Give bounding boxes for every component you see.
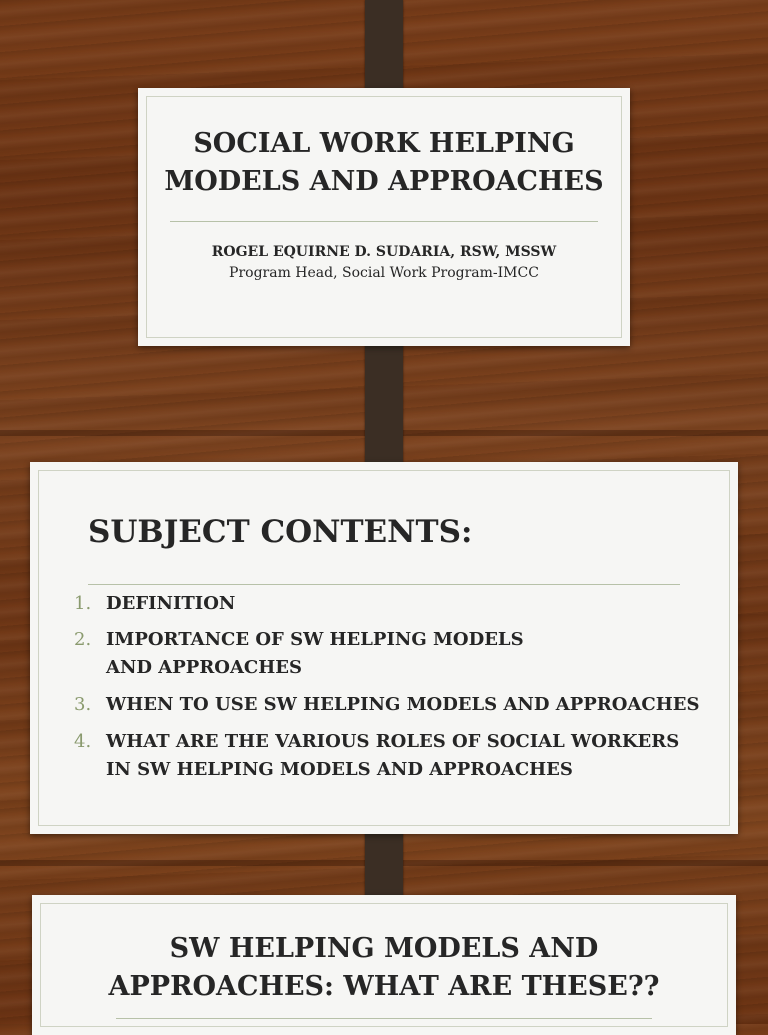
list-number: 1. <box>74 593 92 614</box>
list-text: IMPORTANCE OF SW HELPING MODELS AND APPROACHES <box>106 629 524 678</box>
slide-title-line1: SOCIAL WORK HELPING <box>193 128 575 159</box>
list-number: 4. <box>74 731 92 752</box>
slide-title-line1: SW HELPING MODELS AND <box>169 933 599 964</box>
list-text: WHEN TO USE SW HELPING MODELS AND APPROACHES <box>106 694 700 715</box>
list-number: 3. <box>74 694 92 715</box>
strap-middle <box>365 330 403 480</box>
title-divider <box>170 221 598 222</box>
author-name: ROGEL EQUIRNE D. SUDARIA, RSW, MSSW <box>211 244 557 260</box>
list-number: 2. <box>74 629 92 650</box>
contents-slide <box>30 462 738 834</box>
slide-title-line2: MODELS AND APPROACHES <box>164 166 604 197</box>
definition-slide <box>32 895 736 1035</box>
slide-title-line2: APPROACHES: WHAT ARE THESE?? <box>108 971 660 1002</box>
contents-heading: SUBJECT CONTENTS: <box>88 514 473 550</box>
title-divider <box>116 1018 652 1019</box>
list-text: DEFINITION <box>106 593 236 614</box>
list-text: WHAT ARE THE VARIOUS ROLES OF SOCIAL WORKERS IN SW HELPING MODELS AND APPROACHES <box>106 731 680 780</box>
definition-slide-frame <box>40 903 728 1027</box>
title-slide <box>138 88 630 346</box>
contents-divider <box>88 584 680 585</box>
author-position: Program Head, Social Work Program-IMCC <box>229 265 539 281</box>
